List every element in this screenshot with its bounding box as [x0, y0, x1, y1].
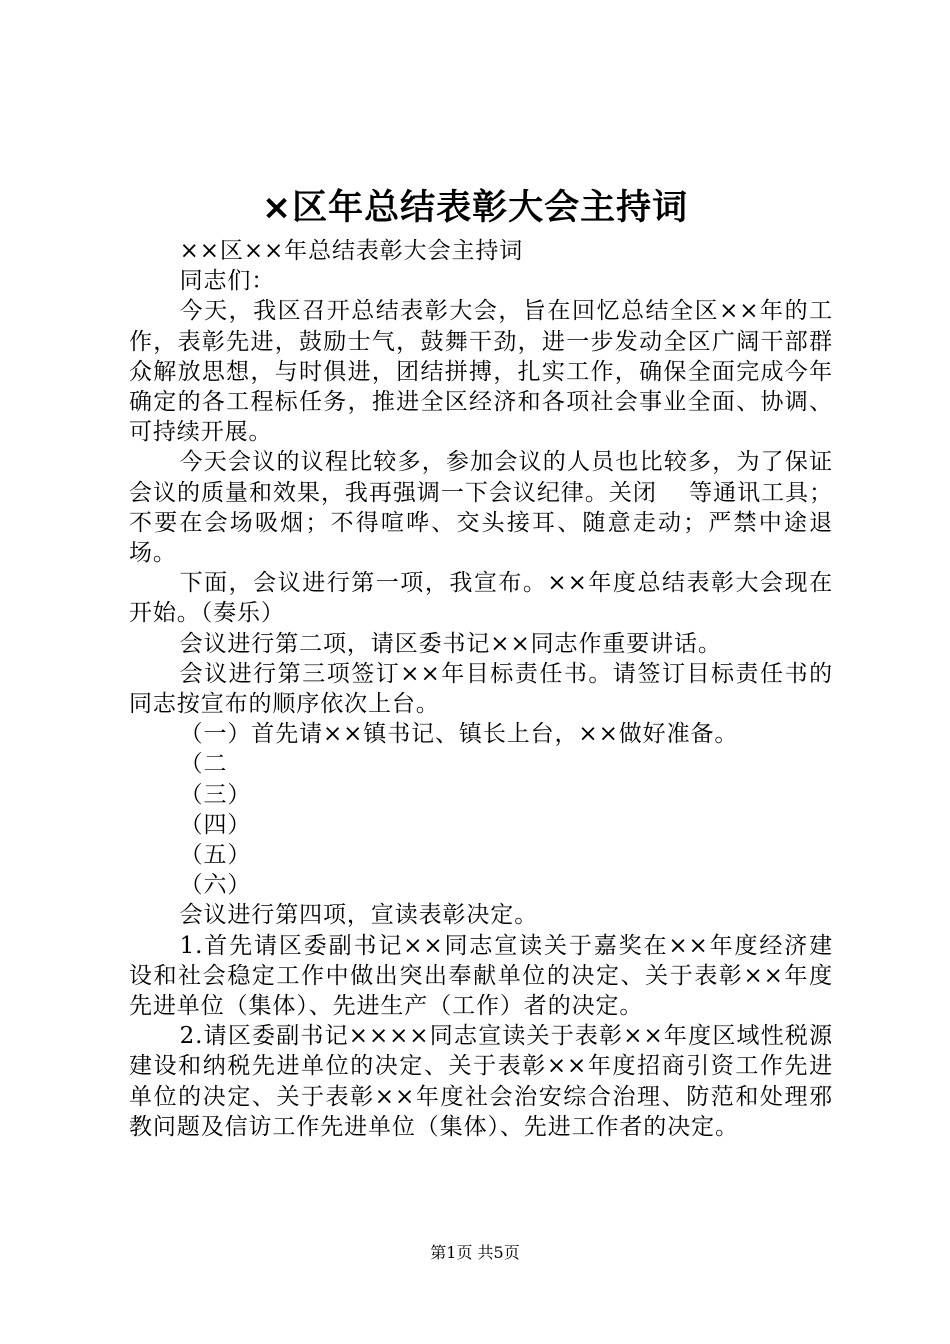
- paragraph-decision-one: 1.首先请区委副书记××同志宣读关于嘉奖在××年度经济建设和社会稳定工作中做出突出奉献单位的决定、关于表彰××年度先进单位（集体）、先进生产（工作）者的决定。: [129, 932, 833, 1020]
- paragraph-item-two: 会议进行第二项，请区委书记××同志作重要讲话。: [179, 630, 722, 657]
- paragraph-salutation: 同志们：: [179, 268, 276, 295]
- paragraph-item-three: 会议进行第三项签订××年目标责任书。请签订目标责任书的同志按宣布的顺序依次上台。: [129, 660, 833, 718]
- list-item: （五）: [179, 842, 252, 869]
- list-item: （一）首先请××镇书记、镇长上台，××做好准备。: [179, 721, 739, 748]
- list-item: （三）: [179, 781, 252, 808]
- page-footer: 第1页 共5页: [430, 1243, 520, 1262]
- document-body: [129, 236, 833, 1142]
- document-title: ×区年总结表彰大会主持词: [261, 188, 689, 228]
- paragraph-item-one: 下面，会议进行第一项，我宣布。××年度总结表彰大会现在开始。（奏乐）: [129, 570, 833, 627]
- list-item: （四）: [179, 811, 252, 838]
- paragraph-decision-two: 2.请区委副书记××××同志宣读关于表彰××年度区域性税源建设和纳税先进单位的决定、关于表彰××年度招商引资工作先进单位的决定、关于表彰××年度社会治安综合治理、防范和处理邪教问题及信访工作先进单位（集体）、先进工作者的决定。: [129, 1023, 833, 1140]
- paragraph-discipline: 今天会议的议程比较多，参加会议的人员也比较多，为了保证会议的质量和效果，我再强调一下会议纪律。关闭 等通讯工具；不要在会场吸烟；不得喧哗、交头接耳、随意走动；严禁中途退场。: [129, 449, 833, 567]
- paragraph-opening: 今天，我区召开总结表彰大会，旨在回忆总结全区××年的工作，表彰先进，鼓励士气，鼓舞干劲，进一步发动全区广阔干部群众解放思想，与时俱进，团结拼搏，扎实工作，确保全面完成今年确定的各工程标任务，推进全区经济和各项社会事业全面、协调、可持续开展。: [129, 298, 833, 446]
- list-item: （六）: [179, 872, 252, 899]
- paragraph-item-four: 会议进行第四项，宣读表彰决定。: [179, 902, 539, 929]
- list-item: （二: [179, 751, 228, 778]
- paragraph-heading: ××区××年总结表彰大会主持词: [179, 238, 524, 264]
